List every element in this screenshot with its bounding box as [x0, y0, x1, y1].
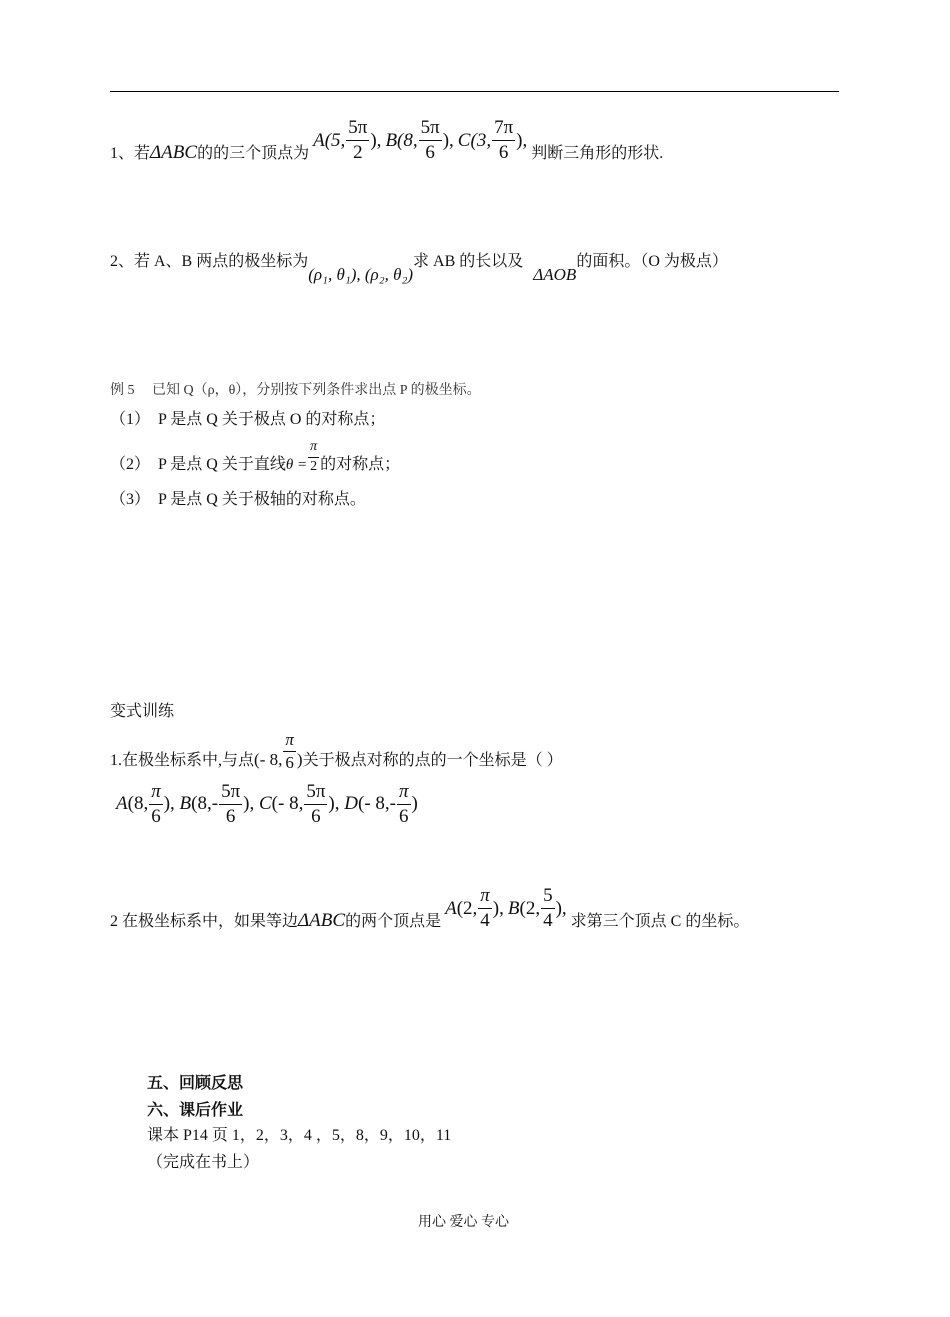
- choice-c-frac: $\frac{5\pi}{6}$: [306, 781, 326, 827]
- p1-prefix: 1、若: [110, 145, 151, 163]
- choice-d-r: - 8,-: [364, 792, 396, 814]
- choice-a-r: 8,: [133, 792, 149, 814]
- p2-mid: 求 AB 的长以及: [413, 253, 524, 270]
- section-review-heading: 五、回顾反思: [147, 1073, 244, 1092]
- choice-b-r: 8,-: [197, 792, 219, 814]
- homework-text: 课本 P14 页 1，2，3，4 ，5，8，9，10，11: [147, 1127, 452, 1144]
- q2-frac-a: $\frac{\pi}{4}$: [480, 885, 490, 931]
- p1-mid: 的的三个顶点为: [197, 145, 310, 163]
- p1-point-a: A(5,: [313, 129, 346, 151]
- choice-b-frac: $\frac{5\pi}{6}$: [221, 781, 241, 827]
- problem-1: 1、若ΔABC的的三个顶点为 A(5, $\frac{5\pi}{2}$ ), B(8, $\frac{5\pi}{6}$ ), C(3, $\frac{7\pi}{6}$ ), 判断三角形的形状.: [110, 117, 664, 164]
- choice-a-frac: $\frac{\pi}{6}$: [151, 781, 161, 827]
- ex5-item2-suffix: 的对称点；: [320, 455, 401, 473]
- p1-frac-c: $\frac{7\pi}{6}$: [494, 117, 514, 163]
- p1-frac-b: $\frac{5\pi}{6}$: [420, 117, 440, 163]
- q2-point-b-r: 2,: [525, 897, 541, 919]
- q1-point-r: - 8,: [259, 750, 283, 770]
- ex5-frac: $\frac{\pi}{2}$: [310, 439, 318, 474]
- choice-c-r: - 8,: [278, 792, 304, 814]
- variant-q2: 2 在极坐标系中，如果等边ΔABC的两个顶点是 A(2, $\frac{\pi}{4}$ ), B(2, $\frac{5}{4}$ ), 求第三个顶点 C 的坐标。: [110, 885, 750, 932]
- p1-point-b: B(8,: [385, 129, 418, 151]
- q1-frac: $\frac{\pi}{6}$: [285, 730, 294, 772]
- choice-b-label: B: [179, 792, 192, 814]
- q2-point-b-label: B: [507, 897, 520, 919]
- p1-suffix: 判断三角形的形状.: [531, 145, 664, 163]
- page-footer: 用心 爱心 专心: [418, 1215, 509, 1230]
- example-5-title: 例 5 已知 Q（ρ，θ），分别按下列条件求出点 P 的极坐标。: [110, 383, 481, 398]
- p1-frac-a: $\frac{5\pi}{2}$: [348, 117, 368, 163]
- section-homework-heading: 六、课后作业: [147, 1100, 244, 1119]
- problem-2: [110, 252, 728, 284]
- q2-mid: 的两个顶点是: [345, 913, 442, 931]
- choice-a-label: A: [116, 792, 128, 814]
- q2-point-a-r: 2,: [463, 897, 478, 919]
- choice-d-frac: $\frac{\pi}{6}$: [398, 781, 409, 827]
- choice-c-label: C: [258, 792, 272, 814]
- p2-prefix: 2、若 A、B 两点的极坐标为: [110, 253, 309, 270]
- homework-note: （完成在书上）: [147, 1154, 260, 1171]
- variant-q1: 1.在极坐标系中,与点(- 8, $\frac{\pi}{6}$ )关于极点对称的点的一个坐标是（ ）: [110, 730, 563, 772]
- ex5-theta: θ =: [285, 456, 308, 473]
- p2-triangle: ΔAOB: [533, 265, 577, 284]
- example-5-item-1: （1） P 是点 Q 关于极点 O 的对称点；: [110, 411, 386, 428]
- header-rule: [110, 91, 839, 92]
- ex5-item2-text: （2） P 是点 Q 关于直线: [110, 455, 286, 473]
- q2-triangle: ΔABC: [298, 910, 346, 932]
- p2-coords: (ρ₁, θ₁), (ρ₂, θ₂): [308, 265, 414, 284]
- example-5-item-3: （3） P 是点 Q 关于极轴的对称点。: [110, 491, 366, 508]
- q2-frac-b: $\frac{5}{4}$: [543, 885, 553, 931]
- q2-suffix: 求第三个顶点 C 的坐标。: [570, 913, 750, 931]
- q1-prefix: 1.在极坐标系中,与点: [110, 752, 255, 770]
- p1-triangle: ΔABC: [150, 142, 198, 164]
- example-5-item-2: [110, 440, 400, 474]
- q2-point-a-label: A: [445, 897, 457, 919]
- p2-suffix: 的面积。（O 为极点）: [576, 253, 728, 270]
- choice-d-label: D: [344, 792, 358, 814]
- p1-point-c: C(3,: [457, 129, 492, 151]
- q2-prefix: 2 在极坐标系中，如果等边: [110, 913, 299, 931]
- variant-q1-choices: A(8, $\frac{\pi}{6}$ ), B(8,- $\frac{5\pi}{6}$ ), C(- 8, $\frac{5\pi}{6}$ ), D(- 8,- $\frac{\pi}{6}$ ): [116, 781, 418, 827]
- q1-suffix: 关于极点对称的点的一个坐标是（ ）: [302, 752, 563, 770]
- variant-heading: 变式训练: [110, 703, 175, 720]
